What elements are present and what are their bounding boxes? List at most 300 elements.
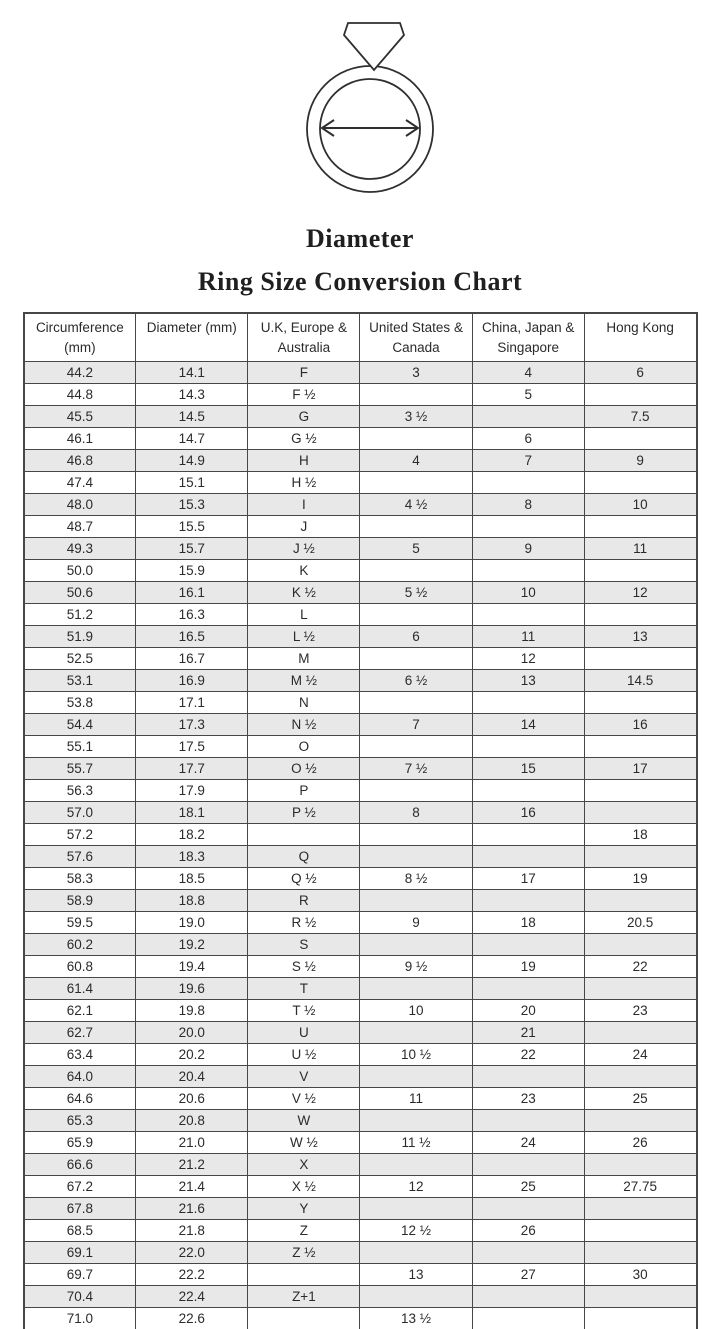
table-cell: 60.2 [24, 933, 136, 955]
table-cell: P [248, 779, 360, 801]
table-row [24, 1021, 697, 1043]
table-row [24, 537, 697, 559]
table-cell: O [248, 735, 360, 757]
table-cell: 55.1 [24, 735, 136, 757]
table-cell: 53.1 [24, 669, 136, 691]
table-cell: M ½ [248, 669, 360, 691]
table-cell [584, 889, 696, 911]
table-cell: 18.1 [136, 801, 248, 823]
diamond-icon [344, 23, 404, 70]
table-row [24, 669, 697, 691]
table-cell: 18.3 [136, 845, 248, 867]
table-cell [584, 1153, 696, 1175]
table-row [24, 691, 697, 713]
table-cell: G ½ [248, 427, 360, 449]
table-cell: N ½ [248, 713, 360, 735]
table-cell: N [248, 691, 360, 713]
table-cell: 18 [472, 911, 584, 933]
table-cell: 16.7 [136, 647, 248, 669]
header-row [24, 313, 697, 361]
table-row [24, 1307, 697, 1329]
table-cell: S [248, 933, 360, 955]
table-cell: 10 [360, 999, 472, 1021]
table-cell: 25 [584, 1087, 696, 1109]
table-cell: 19.0 [136, 911, 248, 933]
table-row [24, 845, 697, 867]
table-cell [584, 383, 696, 405]
table-cell: 8 [472, 493, 584, 515]
table-cell: 22 [584, 955, 696, 977]
table-cell [584, 845, 696, 867]
table-row [24, 1109, 697, 1131]
table-cell: 4 [360, 449, 472, 471]
table-cell: 14.1 [136, 361, 248, 383]
table-cell: 21.8 [136, 1219, 248, 1241]
table-cell: 30 [584, 1263, 696, 1285]
table-cell: 19.4 [136, 955, 248, 977]
table-cell: 59.5 [24, 911, 136, 933]
table-cell: 22.6 [136, 1307, 248, 1329]
table-cell [472, 1153, 584, 1175]
table-cell: K ½ [248, 581, 360, 603]
table-cell: 48.0 [24, 493, 136, 515]
table-cell [584, 801, 696, 823]
table-cell: 54.4 [24, 713, 136, 735]
table-cell: 22.0 [136, 1241, 248, 1263]
table-cell: 19.6 [136, 977, 248, 999]
table-cell: T [248, 977, 360, 999]
table-cell: 11 [360, 1087, 472, 1109]
diameter-caption: Diameter [306, 224, 414, 253]
table-cell: 22.2 [136, 1263, 248, 1285]
table-row [24, 823, 697, 845]
table-cell: 10 ½ [360, 1043, 472, 1065]
table-cell: 66.6 [24, 1153, 136, 1175]
table-cell: Z [248, 1219, 360, 1241]
table-cell [360, 1241, 472, 1263]
table-cell [360, 977, 472, 999]
table-cell: 14.5 [136, 405, 248, 427]
table-cell: U [248, 1021, 360, 1043]
ring-size-conversion-table [23, 312, 698, 1329]
table-cell: 13 [584, 625, 696, 647]
table-row [24, 889, 697, 911]
table-cell [472, 603, 584, 625]
table-cell: W [248, 1109, 360, 1131]
table-cell: R [248, 889, 360, 911]
table-cell: 6 [360, 625, 472, 647]
table-cell [472, 691, 584, 713]
table-cell: 8 ½ [360, 867, 472, 889]
table-row [24, 1175, 697, 1197]
table-cell: 26 [584, 1131, 696, 1153]
table-cell: 24 [472, 1131, 584, 1153]
table-row [24, 361, 697, 383]
table-cell [360, 647, 472, 669]
table-cell [472, 1241, 584, 1263]
table-cell [584, 779, 696, 801]
table-cell: 7.5 [584, 405, 696, 427]
table-cell: 46.8 [24, 449, 136, 471]
table-cell: 18.5 [136, 867, 248, 889]
table-cell: 15 [472, 757, 584, 779]
table-cell [584, 1285, 696, 1307]
table-cell: V [248, 1065, 360, 1087]
table-cell: 14 [472, 713, 584, 735]
table-cell: 60.8 [24, 955, 136, 977]
table-cell [360, 823, 472, 845]
table-cell: 25 [472, 1175, 584, 1197]
table-cell: 48.7 [24, 515, 136, 537]
table-cell: 24 [584, 1043, 696, 1065]
table-cell: 27.75 [584, 1175, 696, 1197]
table-cell: J [248, 515, 360, 537]
table-cell: 17.9 [136, 779, 248, 801]
table-cell: 15.7 [136, 537, 248, 559]
table-cell: 16.5 [136, 625, 248, 647]
table-cell: 12 [584, 581, 696, 603]
table-row [24, 735, 697, 757]
column-header-4: China, Japan & Singapore [472, 313, 584, 361]
table-cell [360, 1285, 472, 1307]
table-cell [584, 1219, 696, 1241]
table-cell [472, 735, 584, 757]
table-cell [360, 933, 472, 955]
table-cell: 46.1 [24, 427, 136, 449]
table-row [24, 493, 697, 515]
table-cell: 64.0 [24, 1065, 136, 1087]
table-row [24, 625, 697, 647]
column-header-1: Diameter (mm) [136, 313, 248, 361]
table-cell: 18.8 [136, 889, 248, 911]
table-row [24, 867, 697, 889]
table-cell [472, 1109, 584, 1131]
table-cell: 8 [360, 801, 472, 823]
page-title: Ring Size Conversion Chart [197, 267, 523, 296]
table-cell [248, 823, 360, 845]
table-cell: 21.0 [136, 1131, 248, 1153]
table-cell [472, 1285, 584, 1307]
ring-with-diamond-icon [220, 6, 500, 206]
table-row [24, 427, 697, 449]
table-cell: J ½ [248, 537, 360, 559]
table-cell: 14.5 [584, 669, 696, 691]
table-cell: 57.2 [24, 823, 136, 845]
table-cell: 20.5 [584, 911, 696, 933]
table-cell: 65.9 [24, 1131, 136, 1153]
table-cell: H ½ [248, 471, 360, 493]
table-cell: 67.2 [24, 1175, 136, 1197]
table-row [24, 1153, 697, 1175]
table-row [24, 1285, 697, 1307]
table-cell: 21.4 [136, 1175, 248, 1197]
table-row [24, 1087, 697, 1109]
table-cell: 69.1 [24, 1241, 136, 1263]
table-cell [584, 647, 696, 669]
table-cell: 10 [584, 493, 696, 515]
table-row [24, 1043, 697, 1065]
table-cell: 9 ½ [360, 955, 472, 977]
table-row [24, 1263, 697, 1285]
table-cell: 70.4 [24, 1285, 136, 1307]
table-cell: 19.2 [136, 933, 248, 955]
table-row [24, 581, 697, 603]
table-cell: 23 [584, 999, 696, 1021]
table-cell: 7 ½ [360, 757, 472, 779]
table-cell: V ½ [248, 1087, 360, 1109]
table-cell [360, 1197, 472, 1219]
table-cell [472, 779, 584, 801]
table-cell: 68.5 [24, 1219, 136, 1241]
table-cell: 7 [360, 713, 472, 735]
table-cell: 20.0 [136, 1021, 248, 1043]
table-cell: 3 ½ [360, 405, 472, 427]
table-row [24, 955, 697, 977]
table-cell: 15.5 [136, 515, 248, 537]
table-cell [360, 845, 472, 867]
table-row [24, 647, 697, 669]
table-cell: 10 [472, 581, 584, 603]
table-cell: 67.8 [24, 1197, 136, 1219]
table-cell: 50.6 [24, 581, 136, 603]
column-header-2: U.K, Europe & Australia [248, 313, 360, 361]
table-cell: G [248, 405, 360, 427]
table-cell [584, 691, 696, 713]
table-cell: 61.4 [24, 977, 136, 999]
table-cell: 13 [472, 669, 584, 691]
table-cell: 13 [360, 1263, 472, 1285]
table-cell: 5 ½ [360, 581, 472, 603]
table-cell [584, 1241, 696, 1263]
table-cell: 51.9 [24, 625, 136, 647]
table-cell [472, 933, 584, 955]
table-row [24, 911, 697, 933]
table-cell: 44.2 [24, 361, 136, 383]
table-cell: I [248, 493, 360, 515]
table-cell: 9 [584, 449, 696, 471]
table-cell: L ½ [248, 625, 360, 647]
table-cell: 62.7 [24, 1021, 136, 1043]
table-cell: Q [248, 845, 360, 867]
table-cell: 63.4 [24, 1043, 136, 1065]
table-cell: 4 [472, 361, 584, 383]
table-cell [472, 977, 584, 999]
table-cell [584, 1065, 696, 1087]
table-cell: U ½ [248, 1043, 360, 1065]
table-cell: 21 [472, 1021, 584, 1043]
table-cell [584, 1021, 696, 1043]
table-cell: O ½ [248, 757, 360, 779]
table-cell: 21.2 [136, 1153, 248, 1175]
table-cell [584, 1197, 696, 1219]
table-cell [584, 471, 696, 493]
table-row [24, 449, 697, 471]
table-cell: 57.0 [24, 801, 136, 823]
table-row [24, 603, 697, 625]
table-cell [360, 1109, 472, 1131]
table-row [24, 471, 697, 493]
table-cell [472, 471, 584, 493]
table-cell: 20.8 [136, 1109, 248, 1131]
table-cell [584, 933, 696, 955]
table-cell: 15.3 [136, 493, 248, 515]
table-cell: 62.1 [24, 999, 136, 1021]
table-cell: 56.3 [24, 779, 136, 801]
table-cell: 16.3 [136, 603, 248, 625]
table-cell [472, 1307, 584, 1329]
table-cell: 11 [472, 625, 584, 647]
table-cell: Z ½ [248, 1241, 360, 1263]
table-cell: 11 [584, 537, 696, 559]
table-cell [360, 603, 472, 625]
table-cell [472, 1197, 584, 1219]
table-cell: 14.3 [136, 383, 248, 405]
table-cell [360, 691, 472, 713]
table-cell [584, 427, 696, 449]
table-cell [472, 515, 584, 537]
table-cell [584, 1307, 696, 1329]
table-cell: 6 [584, 361, 696, 383]
table-cell: X [248, 1153, 360, 1175]
table-cell: 13 ½ [360, 1307, 472, 1329]
table-cell: 5 [472, 383, 584, 405]
table-cell: 49.3 [24, 537, 136, 559]
table-cell [584, 559, 696, 581]
table-cell [360, 515, 472, 537]
table-cell: W ½ [248, 1131, 360, 1153]
table-cell: Z+1 [248, 1285, 360, 1307]
table-cell: 11 ½ [360, 1131, 472, 1153]
table-cell: 44.8 [24, 383, 136, 405]
table-row [24, 1131, 697, 1153]
table-row [24, 383, 697, 405]
table-cell: 3 [360, 361, 472, 383]
table-cell: Y [248, 1197, 360, 1219]
table-row [24, 801, 697, 823]
table-cell: 16 [472, 801, 584, 823]
table-cell: 17.5 [136, 735, 248, 757]
table-cell [584, 603, 696, 625]
table-cell: 9 [360, 911, 472, 933]
table-cell: 64.6 [24, 1087, 136, 1109]
table-cell: 12 [360, 1175, 472, 1197]
table-head [24, 313, 697, 361]
table-body [24, 361, 697, 1329]
table-cell [472, 823, 584, 845]
table-cell: 17.1 [136, 691, 248, 713]
table-cell [584, 977, 696, 999]
table-cell: 20.4 [136, 1065, 248, 1087]
table-cell: 19.8 [136, 999, 248, 1021]
ring-diagram [0, 6, 720, 206]
table-cell: 58.3 [24, 867, 136, 889]
table-cell: 9 [472, 537, 584, 559]
table-cell: 55.7 [24, 757, 136, 779]
table-cell: F ½ [248, 383, 360, 405]
table-cell: 51.2 [24, 603, 136, 625]
table-cell [360, 1153, 472, 1175]
table-cell: 69.7 [24, 1263, 136, 1285]
table-cell: 4 ½ [360, 493, 472, 515]
table-cell: 17.7 [136, 757, 248, 779]
table-cell: 26 [472, 1219, 584, 1241]
table-cell [472, 559, 584, 581]
table-cell: 52.5 [24, 647, 136, 669]
table-cell: 19 [584, 867, 696, 889]
table-cell: L [248, 603, 360, 625]
table-cell [360, 779, 472, 801]
table-cell: M [248, 647, 360, 669]
table-cell [248, 1263, 360, 1285]
table-cell: T ½ [248, 999, 360, 1021]
table-cell [584, 1109, 696, 1131]
table-cell: 22.4 [136, 1285, 248, 1307]
table-cell: 21.6 [136, 1197, 248, 1219]
table-cell: 18 [584, 823, 696, 845]
table-cell: 12 [472, 647, 584, 669]
table-row [24, 933, 697, 955]
table-cell: 16 [584, 713, 696, 735]
table-cell: 7 [472, 449, 584, 471]
table-cell: 16.1 [136, 581, 248, 603]
table-cell: 14.9 [136, 449, 248, 471]
table-cell [360, 427, 472, 449]
table-row [24, 779, 697, 801]
table-cell [472, 405, 584, 427]
table-cell [360, 383, 472, 405]
table-cell: 6 [472, 427, 584, 449]
table-cell: 47.4 [24, 471, 136, 493]
table-row [24, 713, 697, 735]
table-cell: P ½ [248, 801, 360, 823]
table-cell: 20.6 [136, 1087, 248, 1109]
table-cell: 20 [472, 999, 584, 1021]
table-cell [360, 889, 472, 911]
table-cell: 19 [472, 955, 584, 977]
table-cell: 27 [472, 1263, 584, 1285]
table-row [24, 405, 697, 427]
table-cell: 23 [472, 1087, 584, 1109]
table-cell: 57.6 [24, 845, 136, 867]
diameter-arrow-icon [322, 120, 418, 136]
table-cell: 20.2 [136, 1043, 248, 1065]
table-cell: 18.2 [136, 823, 248, 845]
table-cell [360, 1021, 472, 1043]
table-cell [248, 1307, 360, 1329]
table-cell: 65.3 [24, 1109, 136, 1131]
table-cell: F [248, 361, 360, 383]
table-cell [360, 471, 472, 493]
table-cell: 45.5 [24, 405, 136, 427]
table-cell: X ½ [248, 1175, 360, 1197]
table-cell: 5 [360, 537, 472, 559]
table-cell: 53.8 [24, 691, 136, 713]
table-row [24, 515, 697, 537]
table-cell [472, 1065, 584, 1087]
table-cell [360, 1065, 472, 1087]
table-row [24, 559, 697, 581]
table-cell: 22 [472, 1043, 584, 1065]
table-cell: 71.0 [24, 1307, 136, 1329]
column-header-0: Circumference (mm) [24, 313, 136, 361]
table-cell: 16.9 [136, 669, 248, 691]
table-cell: 17 [472, 867, 584, 889]
table-cell [584, 735, 696, 757]
table-cell: H [248, 449, 360, 471]
table-cell [472, 889, 584, 911]
table-cell: 58.9 [24, 889, 136, 911]
table-row [24, 999, 697, 1021]
